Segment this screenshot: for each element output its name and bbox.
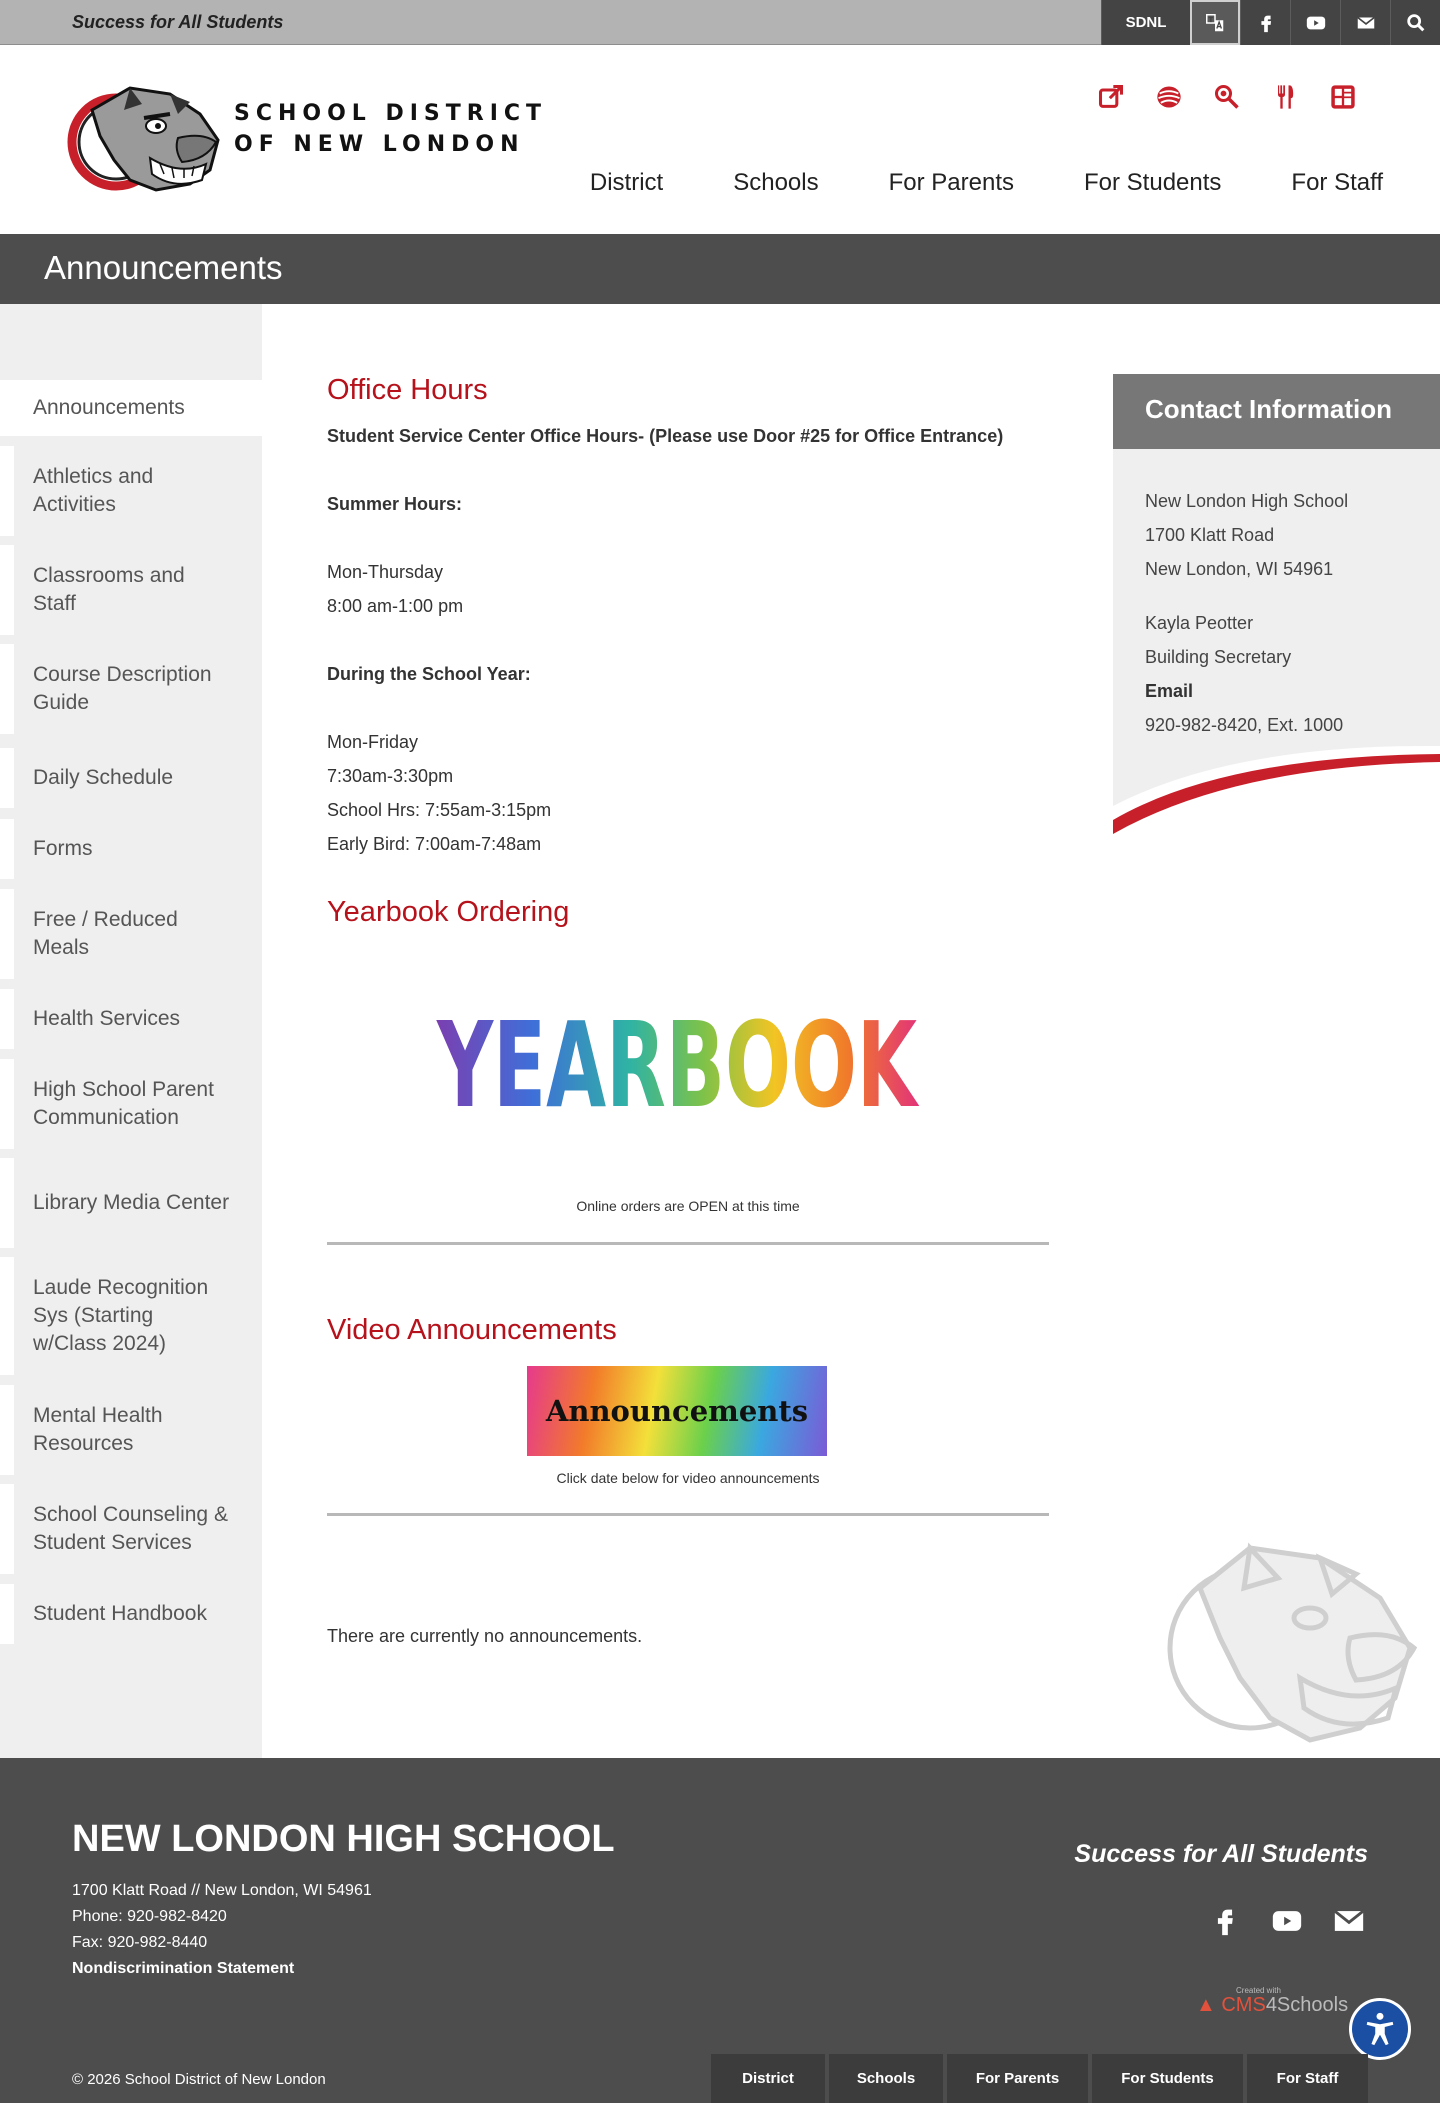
district-name[interactable]	[234, 98, 547, 160]
sidebar-divider	[0, 545, 14, 635]
footer-nav	[711, 2054, 1368, 2103]
sidebar-item-classrooms[interactable]	[0, 545, 262, 635]
summer-hours-heading: Summer Hours:	[327, 494, 463, 514]
sidebar-item-label: Forms	[33, 837, 93, 860]
contact-phone: 920-982-8420, Ext. 1000	[1145, 715, 1344, 735]
bulldog-logo[interactable]	[70, 80, 226, 202]
sidebar-item-school-counseling[interactable]	[0, 1484, 262, 1574]
sidebar-divider	[0, 889, 14, 979]
sidebar-item-label: Classrooms and Staff	[33, 564, 185, 615]
summer-days: Mon-Thursday	[327, 562, 444, 582]
sidebar-item-mental-health[interactable]	[0, 1385, 262, 1475]
nav-district[interactable]: District	[589, 169, 664, 196]
summer-time: 8:00 am-1:00 pm	[327, 596, 464, 616]
yearbook-logo[interactable]	[435, 994, 920, 1134]
sdnl-link[interactable]: SDNL	[1101, 0, 1190, 45]
video-announcements-title: Video Announcements	[327, 1314, 617, 1346]
contact-header	[1113, 374, 1440, 449]
bulldog-watermark	[1160, 1528, 1430, 1750]
sidebar-item-forms[interactable]	[0, 819, 262, 879]
contact-heading: Contact Information	[1145, 394, 1392, 424]
sidebar-item-announcements[interactable]	[0, 380, 262, 436]
sidebar-divider	[0, 748, 14, 808]
office-hours-subtitle: Student Service Center Office Hours- (Please use Door #25 for Office Entrance)	[327, 426, 1004, 446]
video-caption: Click date below for video announcements	[556, 1470, 820, 1486]
sidebar-divider	[0, 1257, 14, 1375]
footer-nav-district[interactable]: District	[711, 2054, 825, 2103]
sidebar-divider	[0, 446, 14, 536]
utility-bar	[0, 0, 1440, 45]
yearbook-logo-text: YEARBOOK	[435, 996, 920, 1134]
section-divider	[327, 1513, 1049, 1516]
district-name-line1: SCHOOL DISTRICT	[234, 101, 548, 126]
page-title-banner	[0, 234, 1440, 304]
site-header	[0, 46, 1440, 234]
apps-icon[interactable]	[1328, 82, 1358, 112]
school-year-heading: During the School Year:	[327, 664, 531, 684]
sidebar-divider	[0, 1584, 14, 1644]
sidebar-divider	[0, 1158, 14, 1248]
sidebar-item-course-guide[interactable]	[0, 644, 262, 734]
lunch-icon[interactable]	[1270, 82, 1300, 112]
contact-role: Building Secretary	[1145, 647, 1292, 667]
sidebar-item-parent-communication[interactable]	[0, 1059, 262, 1149]
footer-nav-for-parents[interactable]: For Parents	[947, 2054, 1088, 2103]
yearbook-title: Yearbook Ordering	[327, 896, 570, 928]
cms-created-with: Created with	[1236, 1986, 1281, 1995]
footer-slogan: Success for All Students	[1074, 1840, 1368, 1868]
sidebar-divider	[0, 644, 14, 734]
translate-icon[interactable]	[1190, 0, 1240, 45]
sidebar-divider	[0, 989, 14, 1049]
nav-for-staff[interactable]: For Staff	[1291, 169, 1383, 196]
cms4schools-logo[interactable]	[1196, 1986, 1349, 2017]
footer-nav-for-students[interactable]: For Students	[1092, 2054, 1243, 2103]
external-link-icon[interactable]	[1096, 82, 1126, 112]
early-bird-hours: Early Bird: 7:00am-7:48am	[327, 834, 542, 854]
cms-flame-icon: ▲	[1196, 1994, 1216, 2016]
sidebar-item-label: Health Services	[33, 1007, 181, 1030]
sidebar-item-student-handbook[interactable]	[0, 1584, 262, 1644]
sidebar-item-label: Mental Health Resources	[33, 1404, 163, 1455]
sidebar-divider	[0, 1385, 14, 1475]
district-name-line2: OF NEW LONDON	[234, 132, 525, 157]
office-hours-title: Office Hours	[327, 374, 488, 406]
nav-for-parents[interactable]: For Parents	[888, 169, 1014, 196]
accessibility-icon	[1361, 2010, 1399, 2048]
sidebar-item-label: Course Description Guide	[33, 663, 212, 714]
contact-card	[1113, 374, 1440, 844]
youtube-icon[interactable]	[1290, 0, 1340, 45]
youtube-icon[interactable]	[1270, 1904, 1304, 1938]
contact-street: 1700 Klatt Road	[1145, 525, 1275, 545]
sidebar-divider	[0, 819, 14, 879]
page-title: Announcements	[44, 249, 283, 286]
quick-links	[1096, 82, 1358, 112]
nav-for-students[interactable]: For Students	[1084, 169, 1222, 196]
video-banner-text: Announcements	[545, 1394, 809, 1428]
contact-city: New London, WI 54961	[1145, 559, 1334, 579]
nondiscrimination-link[interactable]: Nondiscrimination Statement	[72, 1960, 295, 1977]
school-hours: School Hrs: 7:55am-3:15pm	[327, 800, 552, 820]
contact-school: New London High School	[1145, 491, 1349, 511]
sidebar-item-label: Announcements	[33, 396, 185, 419]
top-tagline: Success for All Students	[72, 12, 284, 32]
sidebar-item-laude-recognition[interactable]	[0, 1257, 262, 1375]
calendar-icon[interactable]	[1154, 82, 1184, 112]
footer-phone: Phone: 920-982-8420	[72, 1908, 227, 1925]
facebook-icon[interactable]	[1240, 0, 1290, 45]
footer-social-links	[1208, 1904, 1366, 1938]
sidebar-item-free-reduced-meals[interactable]	[0, 889, 262, 979]
sidebar-item-label: Laude Recognition Sys (Starting w/Class 2024)	[33, 1276, 209, 1355]
sidebar-item-label: Student Handbook	[33, 1602, 207, 1625]
search-icon[interactable]	[1390, 0, 1440, 45]
accessibility-button[interactable]	[1349, 1998, 1411, 2060]
year-time: 7:30am-3:30pm	[327, 766, 454, 786]
sidebar-item-label: High School Parent Communication	[33, 1078, 214, 1129]
bus-icon[interactable]	[1212, 82, 1242, 112]
sidebar-item-daily-schedule[interactable]	[0, 748, 262, 808]
yearbook-caption: Online orders are OPEN at this time	[576, 1198, 800, 1214]
no-announcements-message: There are currently no announcements.	[327, 1626, 643, 1646]
sidebar-nav	[0, 304, 262, 1758]
contact-email-link[interactable]: Email	[1145, 681, 1194, 701]
footer-nav-schools[interactable]: Schools	[829, 2054, 943, 2103]
sidebar-item-label: School Counseling & Student Services	[33, 1503, 228, 1554]
decorative-swoosh	[1113, 734, 1440, 844]
sidebar-item-label: Free / Reduced Meals	[33, 908, 178, 959]
mail-icon[interactable]	[1340, 0, 1390, 45]
footer-school-name: NEW LONDON HIGH SCHOOL	[72, 1818, 615, 1860]
video-announcements-banner[interactable]	[527, 1366, 827, 1456]
sidebar-item-label: Daily Schedule	[33, 766, 174, 789]
sidebar-item-health-services[interactable]	[0, 989, 262, 1049]
cms-four-schools: 4Schools	[1265, 1994, 1349, 2016]
main-nav	[555, 168, 1383, 198]
mail-icon[interactable]	[1332, 1904, 1366, 1938]
sidebar-item-label: Library Media Center	[33, 1191, 230, 1214]
sidebar-divider	[0, 1059, 14, 1149]
contact-name: Kayla Peotter	[1145, 613, 1254, 633]
nav-schools[interactable]: Schools	[733, 169, 819, 196]
sidebar-item-athletics[interactable]	[0, 446, 262, 536]
section-divider	[327, 1242, 1049, 1245]
facebook-icon[interactable]	[1208, 1904, 1242, 1938]
cms-name: CMS	[1221, 1994, 1266, 2016]
footer-nav-for-staff[interactable]: For Staff	[1247, 2054, 1368, 2103]
copyright: © 2026 School District of New London	[72, 2071, 326, 2088]
sidebar-item-library[interactable]	[0, 1158, 262, 1248]
sidebar-item-label: Athletics and Activities	[33, 465, 154, 516]
footer-address: 1700 Klatt Road // New London, WI 54961	[72, 1882, 372, 1899]
footer-fax: Fax: 920-982-8440	[72, 1934, 208, 1951]
utility-tools	[1101, 0, 1440, 45]
sidebar-divider	[0, 1484, 14, 1574]
site-footer	[0, 1758, 1440, 2103]
year-days: Mon-Friday	[327, 732, 419, 752]
